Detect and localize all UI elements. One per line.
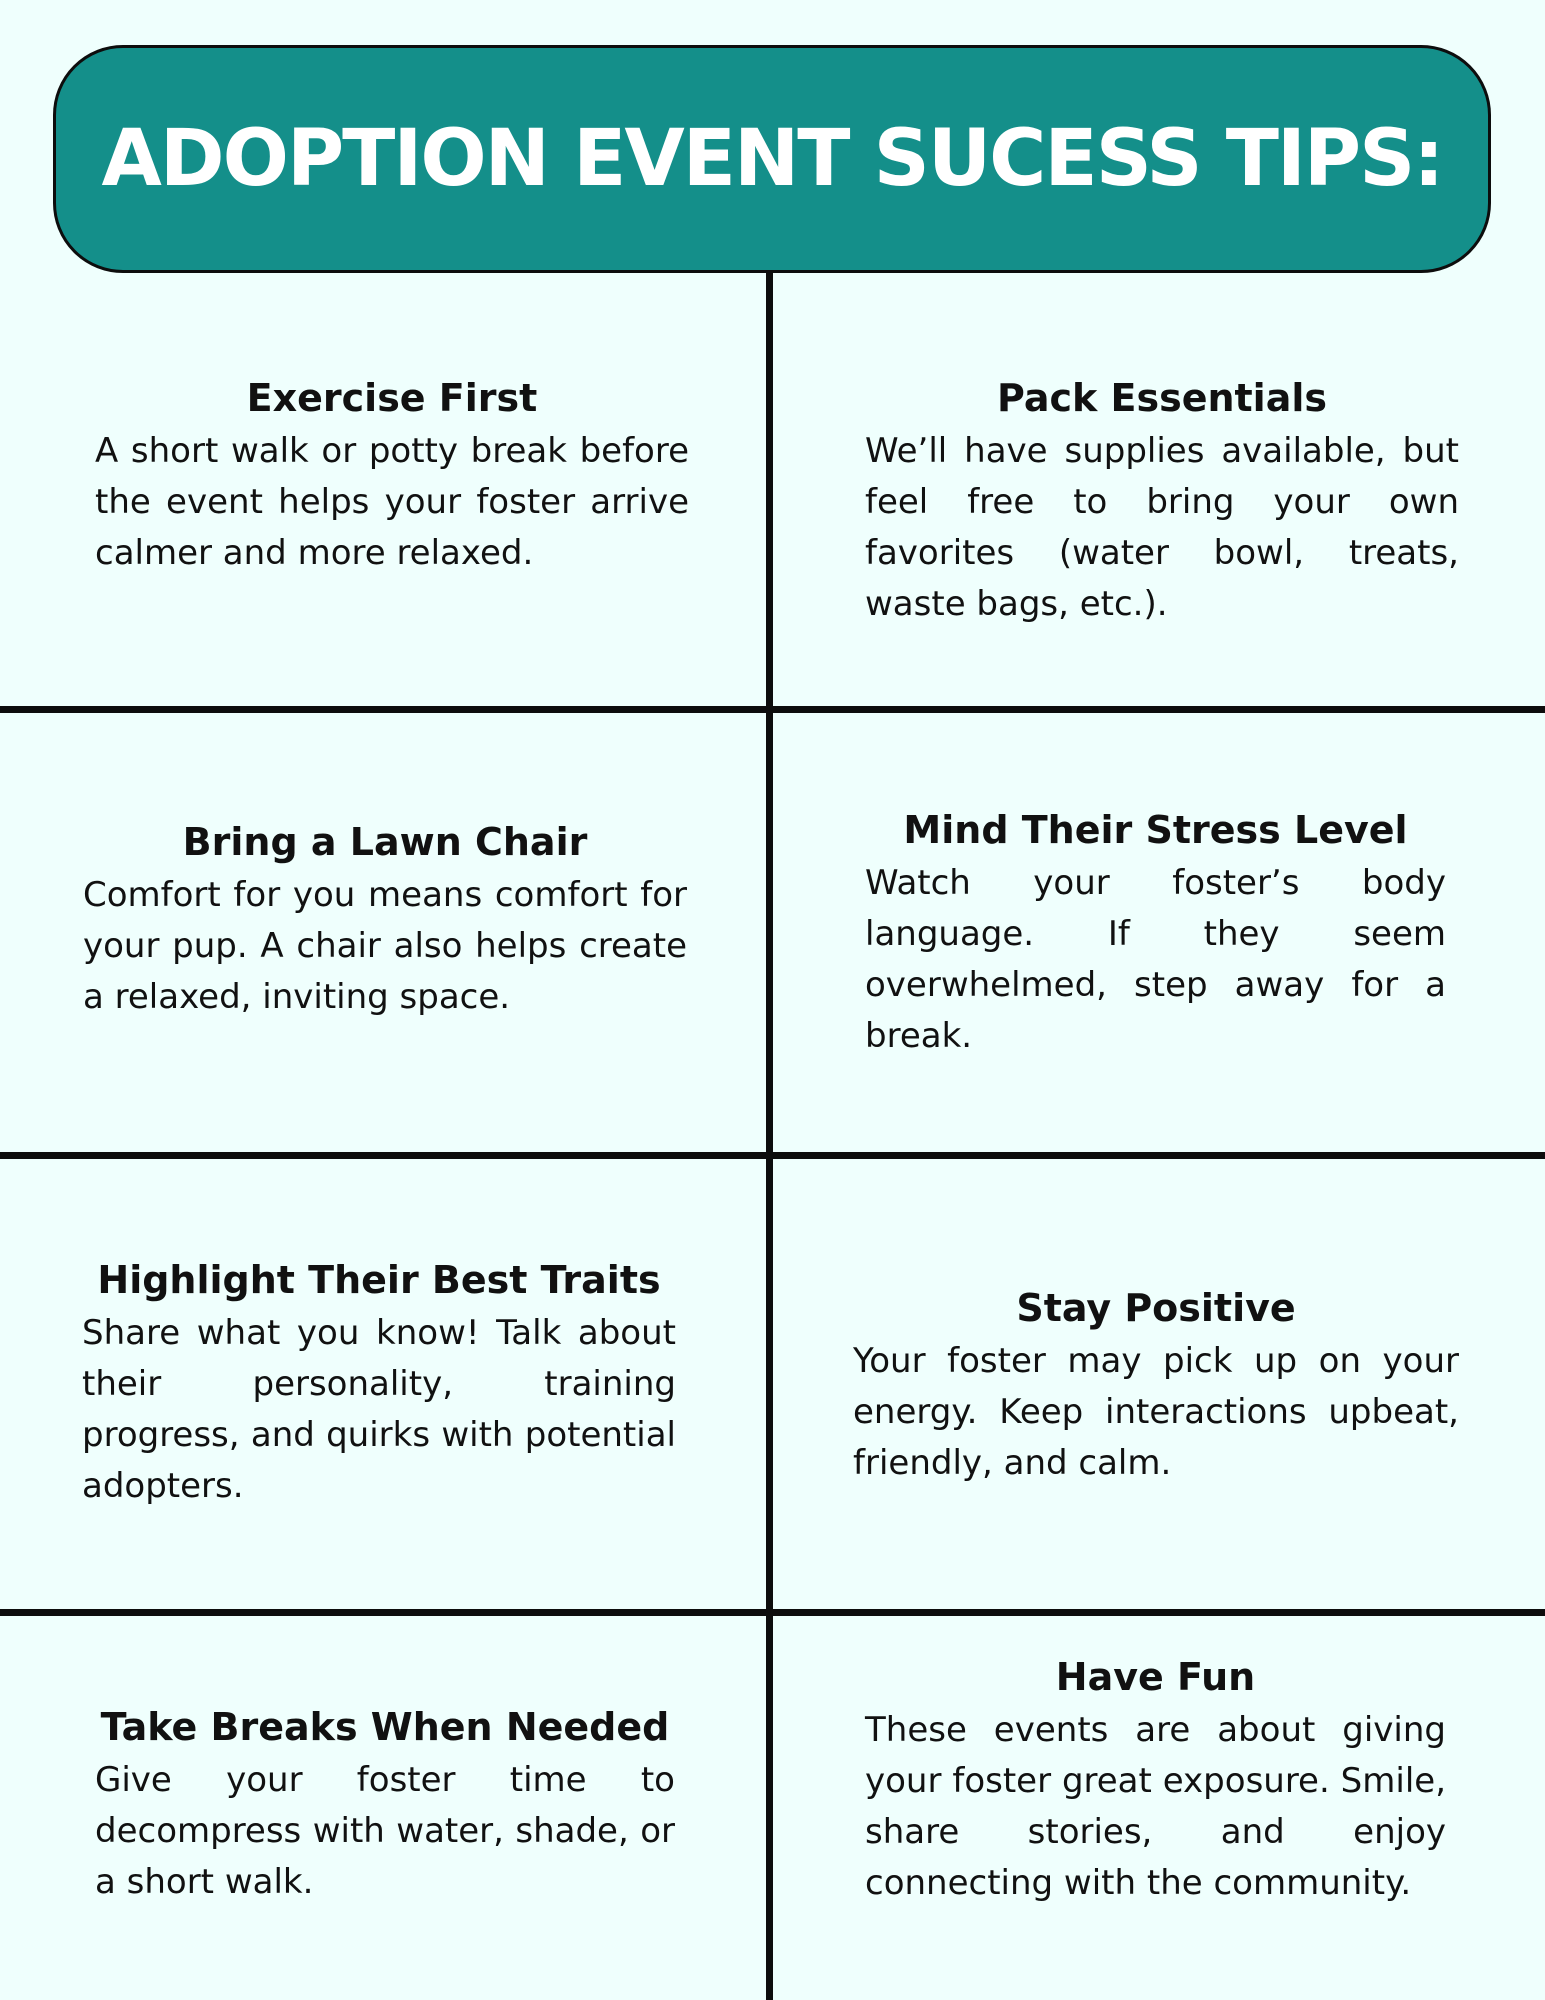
tip-card-take-breaks-when-needed <box>95 1702 675 1908</box>
tip-body: Comfort for you means comfort for your pup. A chair also helps create a relaxed, inviting space. <box>83 875 687 1017</box>
tip-card-bring-a-lawn-chair <box>83 817 687 1023</box>
page-title: ADOPTION EVENT SUCESS TIPS: <box>101 114 1443 204</box>
tip-title: Highlight Their Best Traits <box>97 1258 661 1302</box>
tip-card-have-fun <box>865 1652 1446 1909</box>
tip-title: Have Fun <box>1055 1655 1256 1699</box>
vertical-divider <box>766 272 773 2000</box>
tip-card-mind-their-stress-level <box>865 805 1446 1062</box>
tip-card-pack-essentials <box>865 373 1459 630</box>
tip-title: Take Breaks When Needed <box>100 1705 670 1749</box>
tip-body: Share what you know! Talk about their personality, training progress, and quirks with potential adopters. <box>82 1313 676 1506</box>
tip-card-stay-positive <box>853 1283 1459 1489</box>
tip-body: These events are about giving your foster great exposure. Smile, share stories, and enjoy connecting with the community. <box>865 1710 1446 1903</box>
tip-title: Pack Essentials <box>997 376 1327 420</box>
tip-body: Give your foster time to decompress with water, shade, or a short walk. <box>95 1760 675 1902</box>
tip-body: Watch your foster’s body language. If they seem overwhelmed, step away for a break. <box>865 863 1446 1056</box>
row-divider <box>0 706 1545 713</box>
tip-title: Exercise First <box>246 376 538 420</box>
tip-title: Mind Their Stress Level <box>903 808 1408 852</box>
tip-title: Bring a Lawn Chair <box>182 820 588 864</box>
tip-card-highlight-their-best-traits <box>82 1255 676 1512</box>
row-divider <box>0 1609 1545 1616</box>
tip-body: We’ll have supplies available, but feel free to bring your own favorites (water bowl, treats, waste bags, etc.). <box>865 431 1459 624</box>
title-banner <box>53 45 1491 273</box>
tip-card-exercise-first <box>95 373 689 579</box>
tip-body: A short walk or potty break before the event helps your foster arrive calmer and more relaxed. <box>95 431 689 573</box>
tip-body: Your foster may pick up on your energy. Keep interactions upbeat, friendly, and calm. <box>853 1341 1459 1483</box>
tip-title: Stay Positive <box>1016 1286 1296 1330</box>
row-divider <box>0 1152 1545 1159</box>
